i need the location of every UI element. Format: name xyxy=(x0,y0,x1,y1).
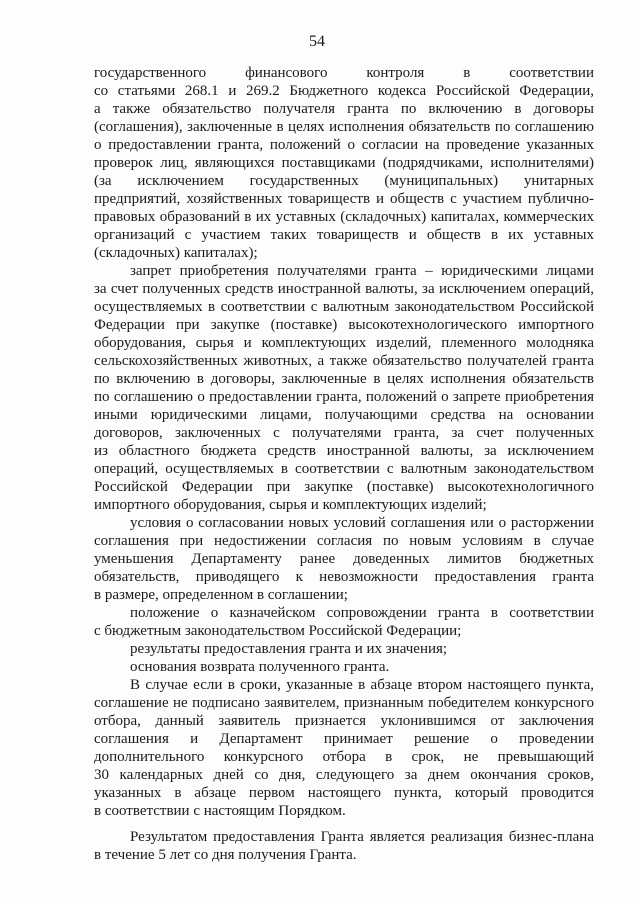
text-line: проверок лиц, являющихся поставщиками (подрядчиками, исполнителями) xyxy=(94,155,594,171)
paragraph xyxy=(94,514,594,604)
paragraph xyxy=(94,828,594,864)
text-line: организаций с участием таких товариществ и обществ в их уставных xyxy=(94,227,594,243)
text-line: по соглашению о предоставлении гранта, положений о запрете приобретения xyxy=(94,389,594,405)
text-line: дополнительного конкурсного отбора в срок, не превышающий xyxy=(94,749,594,765)
text-line: оборудования, сырья и комплектующих изделий, племенного молодняка xyxy=(94,335,594,351)
text-line: (складочных) капиталах); xyxy=(94,245,258,261)
text-line: с бюджетным законодательством Российской Федерации; xyxy=(94,623,462,639)
text-line: запрет приобретения получателями гранта – юридическими лицами xyxy=(130,263,594,279)
text-line: государственного финансового контроля в соответствии xyxy=(94,65,594,81)
text-line: обязательств, приводящего к невозможности предоставления гранта xyxy=(94,569,594,585)
text-line: указанных в абзаце первом настоящего пункта, который проводится xyxy=(94,785,594,801)
paragraph xyxy=(94,604,594,640)
text-line: в соответствии с настоящим Порядком. xyxy=(94,803,346,819)
text-line: в течение 5 лет со дня получения Гранта. xyxy=(94,847,357,863)
page-number: 54 xyxy=(309,33,325,50)
text-line: соглашения и Департамент принимает решение о проведении xyxy=(94,731,594,747)
paragraph xyxy=(94,640,594,658)
text-line: Российской Федерации при закупке (поставке) высокотехнологичного xyxy=(94,479,594,495)
text-line: за счет полученных средств иностранной валюты, за исключением операций, xyxy=(94,281,594,297)
paragraph xyxy=(94,658,594,676)
text-line: положение о казначейском сопровождении гранта в соответствии xyxy=(130,605,594,621)
text-line: в размере, определенном в соглашении; xyxy=(94,587,348,603)
text-line: правовых образований в их уставных (складочных) капиталах, коммерческих xyxy=(94,209,594,225)
text-line: основания возврата полученного гранта. xyxy=(130,659,390,675)
text-line: Федерации при закупке (поставке) высокотехнологического импортного xyxy=(94,317,594,333)
text-line: 30 календарных дней со дня, следующего за днем окончания сроков, xyxy=(94,767,594,783)
text-line: со статьями 268.1 и 269.2 Бюджетного кодекса Российской Федерации, xyxy=(94,83,594,99)
paragraph xyxy=(94,262,594,514)
text-line: Результатом предоставления Гранта является реализация бизнес-плана xyxy=(130,829,594,845)
text-line: уменьшения Департаменту ранее доведенных лимитов бюджетных xyxy=(94,551,594,567)
text-line: результаты предоставления гранта и их значения; xyxy=(130,641,448,657)
document-body xyxy=(94,64,594,864)
text-line: предприятий, хозяйственных товариществ и обществ с участием публично- xyxy=(94,191,594,207)
paragraph xyxy=(94,64,594,262)
text-line: договоров, заключенных с получателями гранта, за счет полученных xyxy=(94,425,594,441)
text-line: импортного оборудования, сырья и комплектующих изделий; xyxy=(94,497,487,513)
text-line: соглашение не подписано заявителем, признанным победителем конкурсного xyxy=(94,695,594,711)
paragraph xyxy=(94,676,594,820)
text-line: а также обязательство получателя гранта по включению в договоры xyxy=(94,101,594,117)
text-line: иными юридическими лицами, получающими средства на основании xyxy=(94,407,594,423)
text-line: (за исключением государственных (муниципальных) унитарных xyxy=(94,173,594,189)
text-line: В случае если в сроки, указанные в абзаце втором настоящего пункта, xyxy=(130,677,594,693)
text-line: осуществляемых в соответствии с валютным законодательством Российской xyxy=(94,299,594,315)
text-line: отбора, данный заявитель признается уклонившимся от заключения xyxy=(94,713,594,729)
text-line: о предоставлении гранта, положений о согласии на проведение указанных xyxy=(94,137,594,153)
text-line: сельскохозяйственных животных, а также обязательство получателей гранта xyxy=(94,353,594,369)
text-line: условия о согласовании новых условий соглашения или о расторжении xyxy=(130,515,594,531)
text-line: из областного бюджета средств иностранной валюты, за исключением xyxy=(94,443,594,459)
text-line: по включению в договоры, заключенные в целях исполнения обязательств xyxy=(94,371,594,387)
paragraph-gap xyxy=(94,820,594,828)
text-line: операций, осуществляемых в соответствии с валютным законодательством xyxy=(94,461,594,477)
text-line: (соглашения), заключенные в целях исполнения обязательств по соглашению xyxy=(94,119,594,135)
text-line: соглашения при недостижении согласия по новым условиям в случае xyxy=(94,533,594,549)
